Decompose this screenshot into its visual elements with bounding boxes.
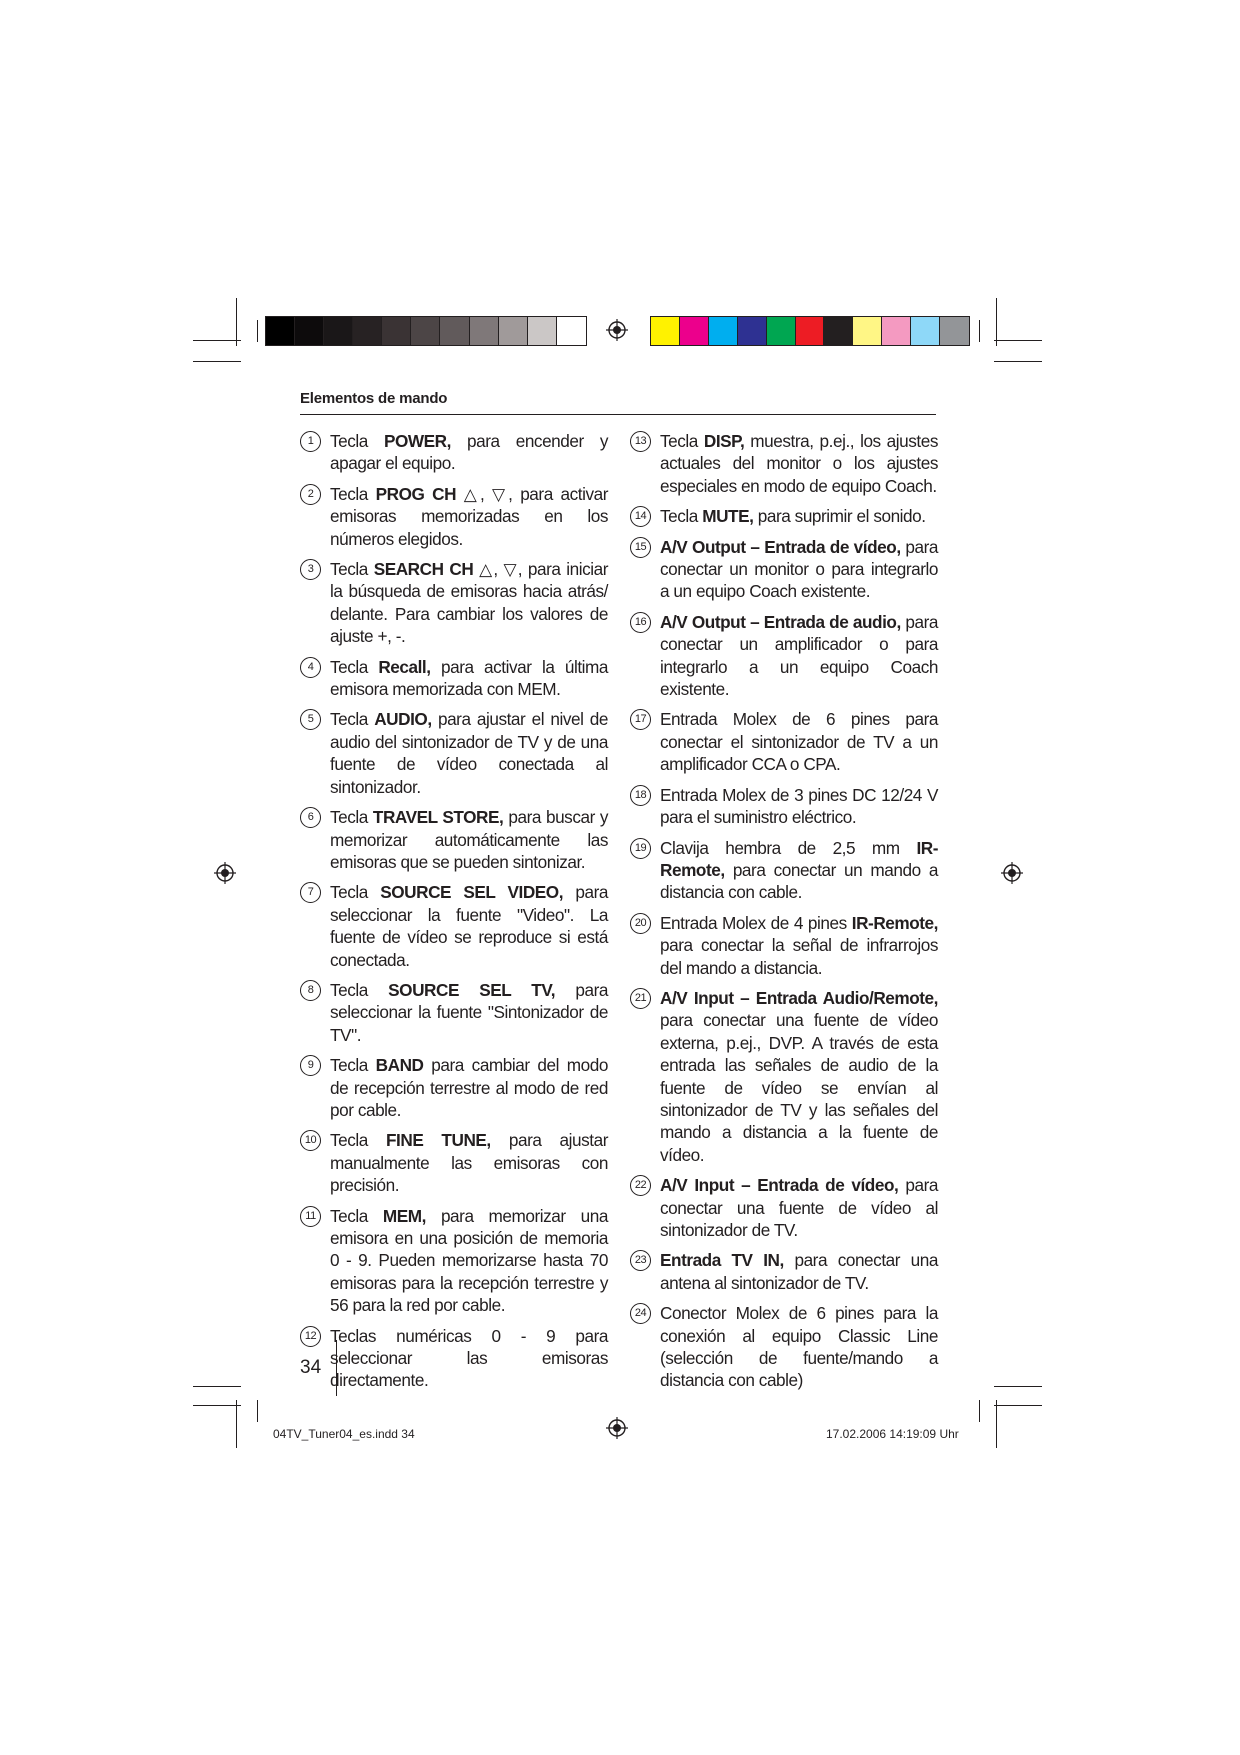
item-description: para conectar una antena al sintonizador de TV.: [660, 1250, 938, 1293]
gray-swatch: [295, 317, 324, 345]
item-description: para ajustar manualmente las emisoras con precisión.: [330, 1130, 608, 1196]
page-number: 34: [300, 1357, 322, 1378]
list-item: [300, 1129, 608, 1196]
list-item: [630, 708, 938, 775]
item-text: Tecla: [330, 882, 381, 903]
item-text: Entrada Molex de 6 pines para conectar el sintonizador de TV a un amplificador CCA o CPA.: [660, 709, 938, 775]
item-key-label: AUDIO,: [374, 709, 432, 730]
color-swatch: [651, 317, 680, 345]
color-swatch: [940, 317, 969, 345]
item-text: Tecla: [330, 559, 374, 580]
color-swatch: [824, 317, 853, 345]
color-swatch: [796, 317, 825, 345]
item-description: para encender y apagar el equipo.: [330, 431, 608, 474]
list-item: [630, 784, 938, 829]
item-number-badge: 12: [300, 1326, 321, 1347]
gray-swatch: [353, 317, 382, 345]
item-key-label: BAND: [375, 1055, 424, 1076]
item-number-badge: 11: [300, 1206, 321, 1227]
list-item: [630, 987, 938, 1166]
item-text: Entrada Molex de 4 pines: [660, 912, 852, 933]
item-key-label: POWER,: [383, 431, 451, 451]
registration-mark-icon: [606, 319, 628, 341]
item-description: para conectar una fuente de vídeo al sintonizador de TV.: [660, 1175, 938, 1240]
list-item: [300, 430, 608, 475]
list-item: [630, 1174, 938, 1241]
color-swatch: [709, 317, 738, 345]
item-key-label: A/V Output – Entrada de vídeo,: [660, 536, 901, 557]
item-text: Teclas numéricas 0 - 9 para seleccionar las emisoras directamente.: [330, 1325, 608, 1391]
item-number-badge: 8: [300, 980, 321, 1001]
item-key-label: IR-Remote,: [660, 837, 938, 880]
left-column: [300, 430, 608, 1400]
list-item: [630, 505, 938, 527]
item-description: para ajustar el nivel de audio del sintonizador de TV y de una fuente de vídeo conectada al sintonizador.: [330, 709, 608, 797]
color-swatch: [882, 317, 911, 345]
gray-swatch: [411, 317, 440, 345]
item-key-label: SEARCH CH: [373, 559, 474, 580]
color-swatch: [853, 317, 882, 345]
item-text: Tecla: [330, 431, 384, 451]
item-text: Tecla: [330, 1055, 376, 1076]
item-text: Tecla: [330, 1130, 386, 1151]
item-number-badge: 3: [300, 559, 321, 580]
list-item: [300, 1205, 608, 1317]
item-text: Entrada Molex de 3 pines DC 12/24 V para el suministro eléctrico.: [660, 784, 938, 828]
item-key-label: A/V Input – Entrada de vídeo,: [660, 1175, 899, 1196]
gray-swatch: [470, 317, 499, 345]
list-item: [300, 1325, 608, 1392]
item-key-label: MUTE,: [702, 506, 754, 527]
list-item: [630, 837, 938, 904]
list-item: [300, 708, 608, 798]
color-swatch: [911, 317, 940, 345]
item-key-label: A/V Input – Entrada Audio/Remote,: [660, 987, 938, 1008]
header-rule: [300, 414, 936, 415]
item-description: para conectar una fuente de vídeo externa, p.ej., DVP. A través de esta entrada las señales de audio de la fuente de vídeo se envían al sintonizador de TV y las señales del mando a distancia a la fuente de vídeo.: [660, 1010, 938, 1165]
item-number-badge: 5: [300, 709, 321, 730]
item-key-label: PROG CH: [375, 483, 457, 504]
item-number-badge: 16: [630, 612, 651, 633]
item-number-badge: 4: [300, 657, 321, 678]
item-number-badge: 17: [630, 709, 651, 730]
item-number-badge: 7: [300, 882, 321, 903]
item-text: Tecla: [330, 807, 373, 828]
item-number-badge: 14: [630, 506, 651, 527]
item-description: para suprimir el sonido.: [753, 506, 926, 527]
item-description: para seleccionar la fuente "Sintonizador de TV".: [330, 979, 608, 1045]
item-number-badge: 2: [300, 484, 321, 505]
item-number-badge: 23: [630, 1250, 651, 1271]
item-number-badge: 18: [630, 785, 651, 806]
item-description: para conectar un amplificador o para integrarlo a un equipo Coach existente.: [660, 611, 938, 700]
item-text: Tecla: [330, 656, 379, 677]
list-item: [630, 1302, 938, 1392]
item-number-badge: 21: [630, 988, 651, 1009]
item-number-badge: 6: [300, 807, 321, 828]
item-text: Tecla: [660, 506, 703, 527]
gray-swatch: [557, 317, 586, 345]
item-text: Tecla: [330, 1205, 383, 1226]
item-description: muestra, p.ej., los ajustes actuales del monitor o los ajustes especiales en modo de equipo Coach.: [660, 431, 938, 496]
color-calibration-bar: [650, 316, 970, 346]
item-text: Tecla: [330, 483, 376, 504]
slug-timestamp: 17.02.2006 14:19:09 Uhr: [826, 1427, 959, 1441]
section-title: Elementos de mando: [300, 390, 448, 407]
item-description: △, ▽, para iniciar la búsqueda de emisoras hacia atrás/ delante. Para cambiar los valores de ajuste +, -.: [330, 559, 608, 647]
item-number-badge: 15: [630, 537, 651, 558]
registration-mark-icon: [606, 1417, 628, 1439]
item-key-label: TRAVEL STORE,: [372, 807, 504, 828]
list-item: [300, 483, 608, 550]
list-item: [630, 611, 938, 701]
item-description: para activar la última emisora memorizada con MEM.: [330, 656, 609, 700]
list-item: [300, 979, 608, 1046]
registration-mark-icon: [1001, 862, 1023, 884]
gray-swatch: [324, 317, 353, 345]
list-item: [630, 430, 938, 497]
list-item: [630, 1249, 938, 1294]
registration-mark-icon: [214, 862, 236, 884]
gray-swatch: [382, 317, 411, 345]
color-swatch: [680, 317, 709, 345]
item-number-badge: 22: [630, 1175, 651, 1196]
item-key-label: SOURCE SEL VIDEO,: [380, 882, 564, 903]
list-item: [300, 1054, 608, 1121]
item-number-badge: 24: [630, 1303, 651, 1324]
item-key-label: Recall,: [378, 656, 431, 677]
item-number-badge: 19: [630, 838, 651, 859]
gray-swatch: [266, 317, 295, 345]
item-description: para cambiar del modo de recepción terrestre al modo de red por cable.: [330, 1055, 608, 1120]
item-description: para conectar la señal de infrarrojos del mando a distancia.: [660, 935, 938, 978]
list-item: [630, 536, 938, 603]
item-key-label: Entrada TV IN,: [660, 1250, 784, 1271]
list-item: [630, 912, 938, 979]
item-description: △, ▽, para activar emisoras memorizadas en los números elegidos.: [330, 483, 608, 549]
item-description: para buscar y memorizar automáticamente las emisoras que se pueden sintonizar.: [330, 807, 609, 872]
item-text: Tecla: [330, 709, 375, 730]
gray-swatch: [499, 317, 528, 345]
item-number-badge: 13: [630, 431, 651, 452]
item-key-label: DISP,: [703, 431, 745, 451]
item-description: para conectar un monitor o para integrarlo a un equipo Coach existente.: [660, 536, 938, 602]
item-number-badge: 20: [630, 913, 651, 934]
item-number-badge: 10: [300, 1130, 321, 1151]
list-item: [300, 881, 608, 971]
item-text: Tecla: [330, 979, 389, 1000]
right-column: [630, 430, 938, 1400]
item-key-label: FINE TUNE,: [385, 1130, 491, 1151]
list-item: [300, 806, 608, 873]
item-key-label: A/V Output – Entrada de audio,: [660, 611, 901, 632]
item-text: Clavija hembra de 2,5 mm: [660, 837, 917, 858]
color-swatch: [767, 317, 796, 345]
item-number-badge: 1: [300, 431, 321, 452]
item-text: Tecla: [660, 431, 704, 451]
color-swatch: [738, 317, 767, 345]
list-item: [300, 656, 608, 701]
item-key-label: MEM,: [382, 1205, 426, 1226]
gray-swatch: [528, 317, 557, 345]
item-text: Conector Molex de 6 pines para la conexión al equipo Classic Line (selección de fuente/mando a distancia con cable): [660, 1303, 938, 1391]
item-key-label: SOURCE SEL TV,: [388, 979, 556, 1000]
gray-calibration-bar: [265, 316, 587, 346]
gray-swatch: [440, 317, 469, 345]
item-description: para conectar un mando a distancia con cable.: [660, 859, 938, 903]
slug-filename: 04TV_Tuner04_es.indd 34: [273, 1427, 415, 1441]
item-key-label: IR-Remote,: [851, 912, 938, 933]
item-number-badge: 9: [300, 1055, 321, 1076]
item-description: para memorizar una emisora en una posición de memoria 0 - 9. Pueden memorizarse hasta 70 emisoras para la recepción terrestre y 56 para la red por cable.: [330, 1205, 608, 1316]
item-description: para seleccionar la fuente "Video". La fuente de vídeo se reproduce si está conectada.: [330, 882, 608, 970]
list-item: [300, 558, 608, 648]
